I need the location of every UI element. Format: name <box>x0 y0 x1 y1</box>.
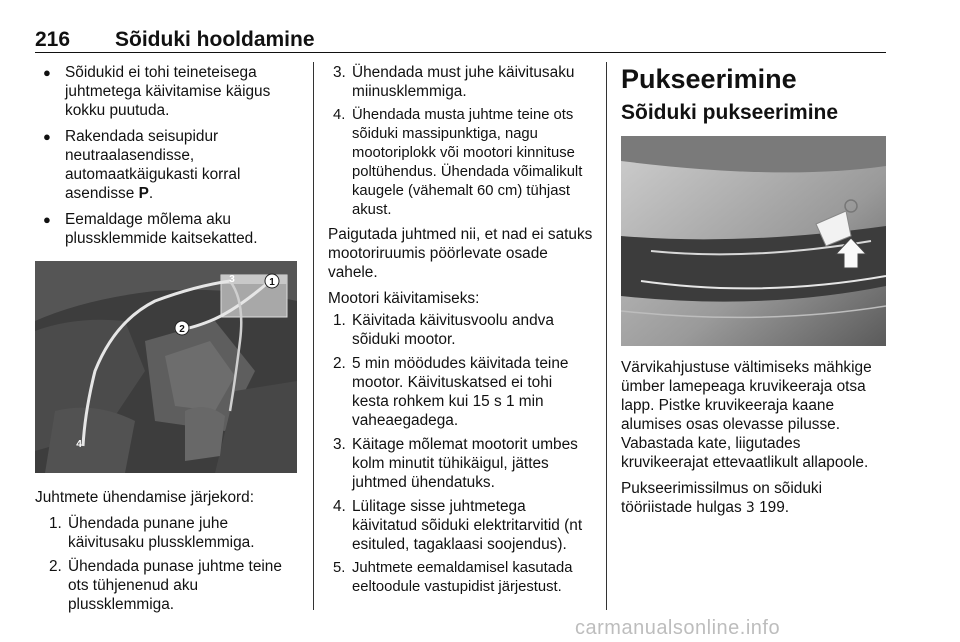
list-number: 2. <box>333 355 346 372</box>
list-item <box>328 63 593 101</box>
bumper-figure <box>621 136 886 346</box>
page-header <box>35 28 886 53</box>
paragraph: Paigutada juhtmed nii, et nad ei satuks mootoriruumis pöörlevate osade vahele. <box>328 226 593 281</box>
jump-start-figure <box>35 261 297 473</box>
front-bumper-illustration <box>621 136 886 346</box>
bullet-item <box>35 127 300 203</box>
list-number: 4. <box>333 107 346 123</box>
column-divider-2 <box>606 62 607 610</box>
figure-label-3: 3 <box>229 274 235 285</box>
column-divider-1 <box>313 62 314 610</box>
list-number: 1. <box>333 312 346 329</box>
bullet-icon: ● <box>43 65 51 80</box>
list-text: Lülitage sisse juhtmetega käivitatud sõiduki elektritarvitid (nt esituled, tagaklaasi soojendus). <box>352 498 583 553</box>
list-item <box>328 311 593 349</box>
list-text: Ühendada punase juhtme teine ots tühjenenud aku plussklemmiga. <box>68 558 282 613</box>
page-reference-arrow-icon: 3 <box>745 500 755 516</box>
page-number: 216 <box>35 28 71 51</box>
column-2 <box>328 63 593 602</box>
list-item <box>328 354 593 430</box>
list-item <box>44 514 300 552</box>
reference-page[interactable]: 199. <box>759 499 790 516</box>
column-1 <box>35 63 300 619</box>
bullet-icon: ● <box>43 129 51 144</box>
gear-position-p: P <box>138 185 149 202</box>
list-text: Ühendada musta juhtme teine ots sõiduki massipunktiga, nagu mootoriplokk või mootori kinnituse poltühendus. Ühendada võimalikult kaugele (vähemalt 60 cm) tühjast akust. <box>352 107 583 218</box>
list-number: 3. <box>333 64 346 81</box>
bullet-text-end: . <box>148 185 154 202</box>
engine-bay-illustration <box>35 261 297 473</box>
list-text: Juhtmete eemaldamisel kasutada eeltoodule vastupidist järjestust. <box>352 560 573 595</box>
bullet-item <box>35 210 300 248</box>
bullet-text: Rakendada seisupidur neutraalasendisse, automaatkäigukasti korral asendisse <box>65 128 241 202</box>
list-text: Käitage mõlemat mootorit umbes kolm minutit tühikäigul, jättes juhtmed ühendatuks. <box>352 436 578 491</box>
paragraph: Värvikahjustuse vältimiseks mähkige ümber lamepeaga kruvikeeraja otsa lapp. Pistke kruvikeeraja kaane alumises osas olevasse pilusse. Vabastada kate, liigutades kruvikeerajat ettevaatlikult allapoole. <box>621 359 872 471</box>
reference-text: Pukseerimissilmus on sõiduki tööriistade hulgas <box>621 480 823 516</box>
watermark: carmanualsonline.info <box>575 617 781 639</box>
page-title: Sõiduki hooldamine <box>115 28 315 51</box>
list-text: Ühendada must juhe käivitusaku miinusklemmiga. <box>352 64 575 100</box>
bullet-item <box>35 63 300 120</box>
section-heading: Pukseerimine <box>621 64 797 94</box>
list-text: Käivitada käivitusvoolu andva sõiduki mootor. <box>352 312 554 348</box>
bullet-icon: ● <box>43 212 51 227</box>
figure-label-4: 4 <box>76 439 82 450</box>
paragraph <box>621 479 891 518</box>
figure-caption: Juhtmete ühendamise järjekord: <box>35 489 255 506</box>
figure-label-1: 1 <box>269 277 275 288</box>
list-text: 5 min möödudes käivitada teine mootor. Käivituskatsed ei tohi kesta rohkem kui 15 s 1 min vaheaegadega. <box>352 355 569 429</box>
list-number: 1. <box>49 515 62 532</box>
list-item <box>328 435 593 492</box>
section-subheading: Sõiduki pukseerimine <box>621 101 839 124</box>
list-item <box>328 497 593 554</box>
paragraph: Mootori käivitamiseks: <box>328 290 480 307</box>
list-item <box>328 106 593 220</box>
column-3 <box>621 63 891 525</box>
list-number: 4. <box>333 498 346 515</box>
list-text: Ühendada punane juhe käivitusaku plussklemmiga. <box>68 515 255 551</box>
bullet-text: Sõidukid ei tohi teineteisega juhtmetega käivitamise käigus kokku puutuda. <box>65 64 271 119</box>
list-number: 3. <box>333 436 346 453</box>
figure-label-2: 2 <box>179 324 185 335</box>
bullet-text: Eemaldage mõlema aku plussklemmide kaitsekatted. <box>65 211 258 247</box>
list-item <box>44 557 300 614</box>
list-number: 2. <box>49 558 62 575</box>
list-item <box>328 559 593 597</box>
list-number: 5. <box>333 560 346 576</box>
